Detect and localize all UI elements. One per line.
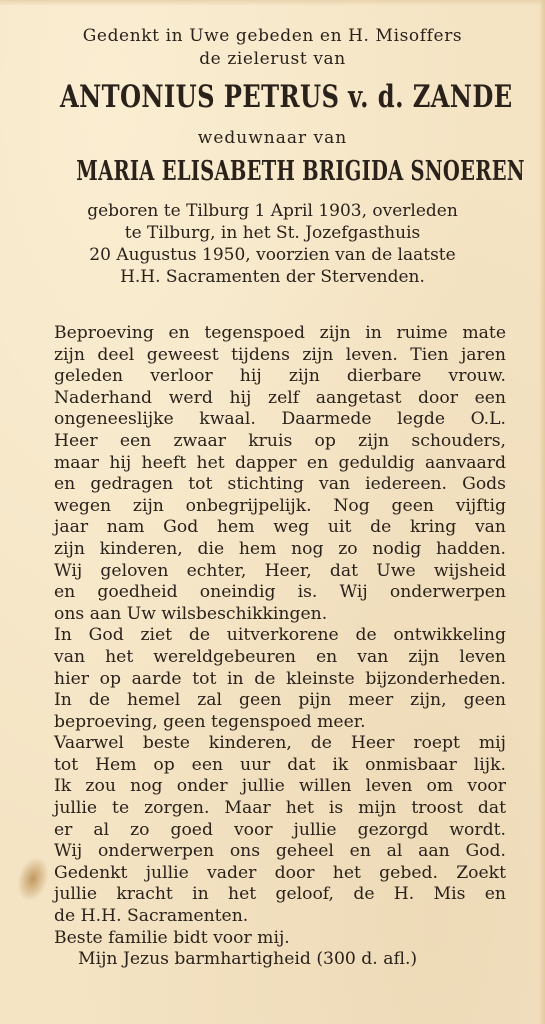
text-line: Naderhand werd hij zelf aangetast door een — [54, 387, 506, 408]
text-line: ongeneeslijke kwaal. Daarmede legde O.L. — [54, 409, 506, 430]
text-line: en goedheid oneindig is. Wij onderwerpen — [54, 582, 506, 603]
text-line: er al zo goed voor jullie gezorgd wordt. — [54, 819, 506, 840]
intro-line: Gedenkt in Uwe gebeden en H. Misoffers — [82, 26, 463, 46]
indulgence-prayer: Mijn Jezus barmhartigheid (300 d. afl.) — [78, 949, 418, 970]
text-line: tot Hem op een uur dat ik onmisbaar lijk. — [54, 754, 506, 775]
card-header — [0, 24, 545, 288]
text-line: Wij onderwerpen ons geheel en al aan God. — [54, 841, 506, 862]
text-line: Ik zou nog onder jullie willen leven om voor — [54, 776, 506, 797]
text-line: wegen zijn onbegrijpelijk. Nog geen vijftig — [54, 495, 506, 516]
text-line: Gedenkt jullie vader door het gebed. Zoekt — [54, 862, 506, 883]
relation-line: weduwnaar van — [197, 128, 348, 148]
text-line: van het wereldgebeuren en van zijn leven — [54, 646, 506, 667]
birth-line: 20 Augustus 1950, voorzien van de laatste — [89, 245, 456, 265]
text-line: geleden verloor hij zijn dierbare vrouw. — [54, 366, 506, 387]
birth-line: H.H. Sacramenten der Stervenden. — [120, 267, 425, 287]
text-line: Beproeving en tegenspoed zijn in ruime mate — [54, 323, 506, 343]
text-line: jaar nam God hem weg uit de kring van — [54, 517, 506, 538]
paper-stain — [12, 852, 55, 905]
text-line: en gedragen tot stichting van iedereen. Gods — [54, 474, 506, 495]
text-line: jullie kracht in het geloof, de H. Mis en — [54, 884, 506, 905]
text-line: In de hemel zal geen pijn meer zijn, geen — [54, 690, 506, 711]
card-top-edge — [0, 0, 545, 6]
text-line: Wij geloven echter, Heer, dat Uwe wijsheid — [54, 560, 506, 581]
birth-death-details — [0, 200, 545, 288]
text-line: hier op aarde tot in de kleinste bijzonderheden. — [54, 668, 506, 689]
text-line: maar hij heeft het dapper en geduldig aanvaard — [54, 452, 506, 473]
text-line: de H.H. Sacramenten. — [54, 906, 249, 927]
text-line: jullie te zorgen. Maar het is mijn troost dat — [54, 798, 506, 819]
text-line: zijn kinderen, die hem nog zo nodig hadden. — [54, 538, 506, 559]
text-line: zijn deel geweest tijdens zijn leven. Tien jaren — [54, 344, 506, 365]
text-line: ons aan Uw wilsbeschikkingen. — [54, 603, 328, 624]
deceased-name: ANTONIUS PETRUS v. d. ZANDE — [59, 79, 513, 115]
birth-line: te Tilburg, in het St. Jozefgasthuis — [124, 223, 421, 243]
intro-subline: de zielerust van — [199, 49, 346, 69]
closing-prayer-request: Beste familie bidt voor mij. — [54, 927, 290, 948]
text-line: In God ziet de uitverkorene de ontwikkeling — [54, 625, 506, 646]
birth-line: geboren te Tilburg 1 April 1903, overleden — [87, 201, 458, 221]
text-line: Heer een zwaar kruis op zijn schouders, — [54, 430, 506, 451]
text-line: Vaarwel beste kinderen, de Heer roept mij — [54, 733, 506, 754]
memorial-text — [54, 323, 506, 971]
spouse-name: MARIA ELISABETH BRIGIDA SNOEREN — [76, 156, 525, 187]
text-line: beproeving, geen tegenspoed meer. — [54, 711, 366, 732]
